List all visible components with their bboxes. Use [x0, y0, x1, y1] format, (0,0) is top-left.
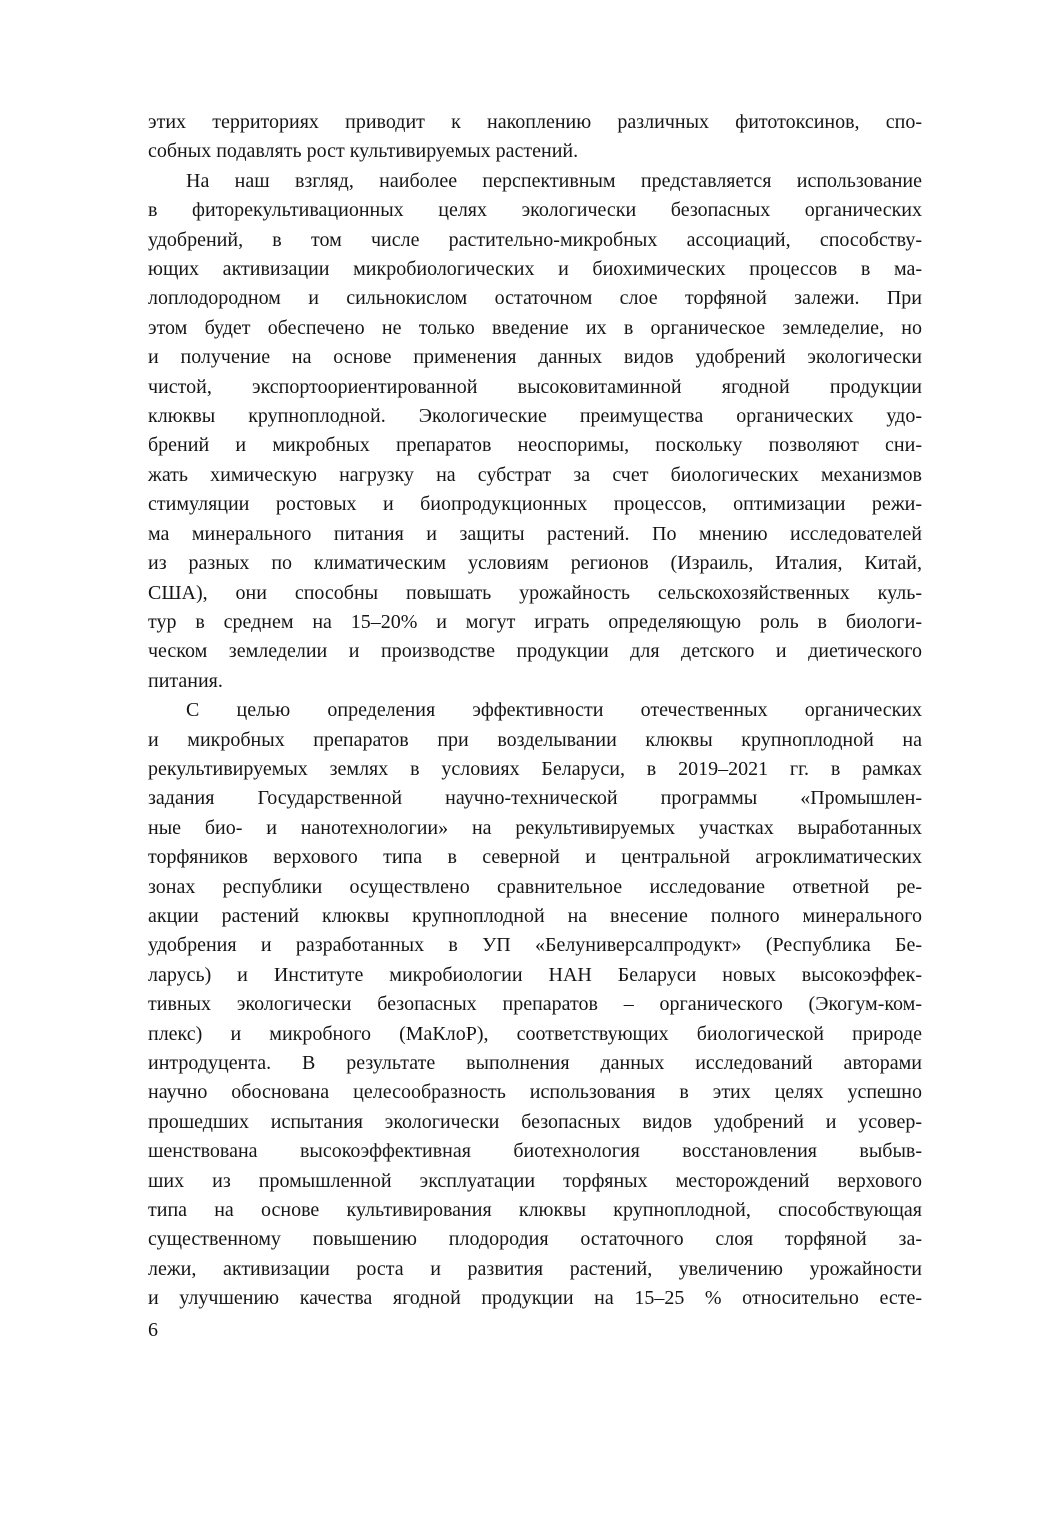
text-line: ших из промышленной эксплуатации торфяных месторождений верхового — [148, 1169, 922, 1192]
text-line: торфяников верхового типа в северной и центральной агроклиматических — [148, 846, 922, 869]
page-number: 6 — [148, 1319, 158, 1341]
text-line: прошедших испытания экологически безопасных видов удобрений и усовер- — [148, 1110, 922, 1133]
text-line: интродуцента. В результате выполнения данных исследований авторами — [148, 1052, 922, 1074]
text-line: и получение на основе применения данных видов удобрений экологически — [148, 346, 922, 369]
paragraph — [148, 108, 922, 167]
text-line: ющих активизации микробиологических и биохимических процессов в ма- — [148, 258, 922, 281]
text-line: удобрений, в том числе растительно-микробных ассоциаций, способству- — [148, 228, 922, 251]
text-line: этих территориях приводит к накоплению различных фитотоксинов, спо- — [148, 111, 922, 133]
text-line: клюквы крупноплодной. Экологические преимущества органических удо- — [148, 405, 922, 428]
paragraph — [148, 167, 922, 696]
text-line: лежи, активизации роста и развития растений, увеличению урожайности — [148, 1257, 922, 1280]
text-line: и улучшению качества ягодной продукции на 15–25 % относительно есте- — [148, 1287, 922, 1310]
text-line: этом будет обеспечено не только введение их в органическое земледелие, но — [148, 316, 922, 339]
text-line: ма минерального питания и защиты растений. По мнению исследователей — [148, 522, 922, 545]
text-line: жать химическую нагрузку на субстрат за счет биологических механизмов — [148, 463, 922, 486]
text-line: удобрения и разработанных в УП «Белуниверсалпродукт» (Республика Бе- — [148, 934, 922, 957]
paragraph — [148, 696, 922, 1314]
text-line: США), они способны повышать урожайность сельскохозяйственных куль- — [148, 581, 922, 604]
text-line: научно обоснована целесообразность использования в этих целях успешно — [148, 1081, 922, 1104]
text-line: типа на основе культивирования клюквы крупноплодной, способствующая — [148, 1199, 922, 1222]
text-line: ческом земледелии и производстве продукции для детского и диетического — [148, 640, 922, 663]
text-line: ларусь) и Институте микробиологии НАН Беларуси новых высокоэффек- — [148, 963, 922, 986]
text-block — [148, 108, 922, 1314]
text-line: лоплодородном и сильнокислом остаточном слое торфяной залежи. При — [148, 287, 922, 310]
text-line: тур в среднем на 15–20% и могут играть определяющую роль в биологи- — [148, 610, 922, 633]
text-line: тивных экологически безопасных препаратов – органического (Экогум-ком- — [148, 993, 922, 1016]
text-line: задания Государственной научно-технической программы «Промышлен- — [148, 787, 922, 810]
text-line: рекультивируемых землях в условиях Беларуси, в 2019–2021 гг. в рамках — [148, 757, 922, 780]
text-line: зонах республики осуществлено сравнительное исследование ответной ре- — [148, 875, 922, 898]
text-line: С целью определения эффективности отечественных органических — [186, 699, 922, 722]
text-line: в фиторекультивационных целях экологически безопасных органических — [148, 199, 922, 222]
text-line: шенствована высокоэффективная биотехнология восстановления выбыв- — [148, 1140, 922, 1163]
text-line: брений и микробных препаратов неоспоримы, поскольку позволяют сни- — [148, 434, 922, 457]
text-line: чистой, экспортоориентированной высоковитаминной ягодной продукции — [148, 375, 922, 398]
text-line: плекс) и микробного (МаКлоР), соответствующих биологической природе — [148, 1022, 922, 1045]
text-line: акции растений клюквы крупноплодной на внесение полного минерального — [148, 904, 922, 927]
text-line: и микробных препаратов при возделывании клюквы крупноплодной на — [148, 728, 922, 751]
text-line: собных подавлять рост культивируемых растений. — [148, 140, 579, 163]
text-line: стимуляции ростовых и биопродукционных процессов, оптимизации режи- — [148, 493, 922, 516]
text-line: существенному повышению плодородия остаточного слоя торфяной за- — [148, 1228, 922, 1251]
text-line: ные био- и нанотехнологии» на рекультивируемых участках выработанных — [148, 816, 922, 839]
text-line: питания. — [148, 669, 223, 692]
text-line: из разных по климатическим условиям регионов (Израиль, Италия, Китай, — [148, 552, 922, 575]
text-line: На наш взгляд, наиболее перспективным представляется использование — [186, 169, 922, 192]
